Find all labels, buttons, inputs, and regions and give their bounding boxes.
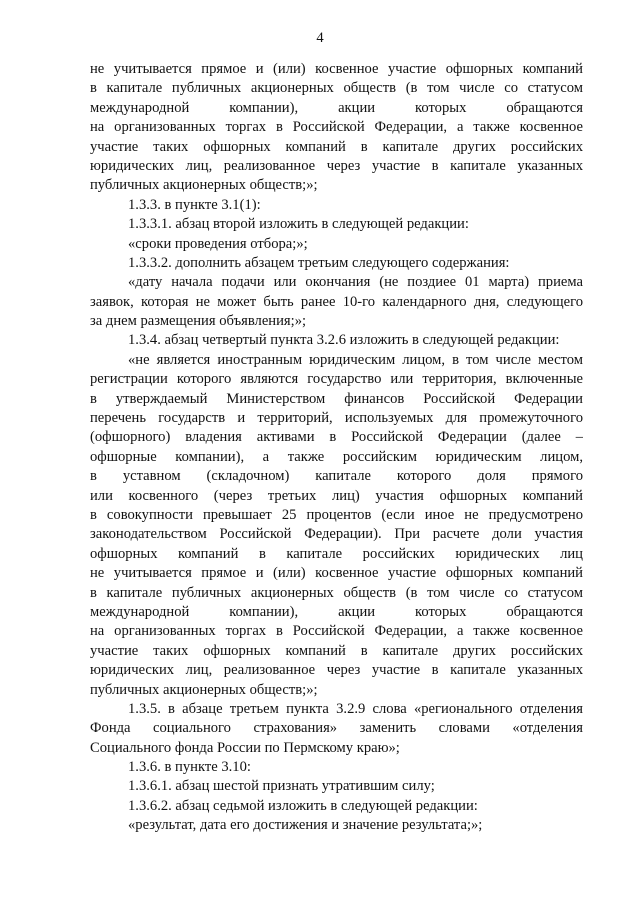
text-line: в уставном (складочном) капитале которого доля прямого	[90, 468, 583, 485]
text-line: офшорные компании), а также российским юридическим лицом,	[90, 448, 583, 465]
text-line: участие таких офшорных компаний в капитале других российских	[90, 138, 583, 155]
text-line: «результат, дата его достижения и значение результата;»;	[128, 817, 483, 834]
text-line: 1.3.6. в пункте 3.10:	[128, 759, 251, 776]
text-line: публичных акционерных обществ;»;	[90, 177, 318, 194]
text-line: международной компании), акции которых обращаются	[90, 99, 583, 116]
text-line: 1.3.3. в пункте 3.1(1):	[128, 196, 261, 213]
text-line: участие таких офшорных компаний в капитале других российских	[90, 642, 583, 659]
text-line: на организованных торгах в Российской Федерации, а также косвенное	[90, 119, 583, 136]
document-body	[90, 60, 583, 836]
text-line: 1.3.6.1. абзац шестой признать утратившим силу;	[128, 778, 435, 795]
text-line: «не является иностранным юридическим лицом, в том числе местом	[128, 351, 583, 368]
text-line: законодательством Российской Федерации). При расчете доли участия	[90, 526, 583, 543]
text-line: 1.3.3.1. абзац второй изложить в следующей редакции:	[128, 216, 469, 233]
text-line: (офшорного) владения активами в Российской Федерации (далее –	[90, 429, 583, 446]
text-line: Фонда социального страхования» заменить словами «отделения	[90, 720, 583, 737]
text-line: за днем размещения объявления;»;	[90, 313, 307, 330]
text-line: «дату начала подачи или окончания (не поздиее 01 марта) приема	[128, 274, 583, 291]
text-line: публичных акционерных обществ;»;	[90, 681, 318, 698]
text-line: не учитывается прямое и (или) косвенное участие офшорных компаний	[90, 565, 583, 582]
text-line: в капитале публичных акционерных обществ (в том числе со статусом	[90, 80, 583, 97]
text-line: «сроки проведения отбора;»;	[128, 235, 308, 252]
text-line: или косвенного (через третьих лиц) участия офшорных компаний	[90, 487, 583, 504]
text-line: юридических лиц, реализованное через участие в капитале указанных	[90, 662, 583, 679]
text-line: офшорных компаний в капитале российских юридических лиц	[90, 545, 583, 562]
text-line: в совокупности превышает 25 процентов (если иное не предусмотрено	[90, 506, 583, 523]
text-line: 1.3.6.2. абзац седьмой изложить в следующей редакции:	[128, 797, 478, 814]
text-line: перечень государств и территорий, используемых для промежуточного	[90, 410, 583, 427]
text-line: в капитале публичных акционерных обществ (в том числе со статусом	[90, 584, 583, 601]
text-line: 1.3.4. абзац четвертый пункта 3.2.6 изложить в следующей редакции:	[128, 332, 560, 349]
text-line: в утверждаемый Министерством финансов Российской Федерации	[90, 390, 583, 407]
page-number: 4	[316, 30, 324, 46]
text-line: регистрации которого являются государство или территория, включенные	[90, 371, 583, 388]
text-line: не учитывается прямое и (или) косвенное участие офшорных компаний	[90, 61, 583, 77]
text-line: 1.3.3.2. дополнить абзацем третьим следующего содержания:	[128, 254, 510, 271]
text-line: 1.3.5. в абзаце третьем пункта 3.2.9 слова «регионального отделения	[128, 700, 583, 717]
text-line: на организованных торгах в Российской Федерации, а также косвенное	[90, 623, 583, 640]
text-line: юридических лиц, реализованное через участие в капитале указанных	[90, 157, 583, 174]
text-line: заявок, которая не может быть ранее 10-го календарного дня, следующего	[90, 293, 583, 310]
text-line: международной компании), акции которых обращаются	[90, 603, 583, 620]
text-line: Социального фонда России по Пермскому краю»;	[90, 739, 400, 756]
